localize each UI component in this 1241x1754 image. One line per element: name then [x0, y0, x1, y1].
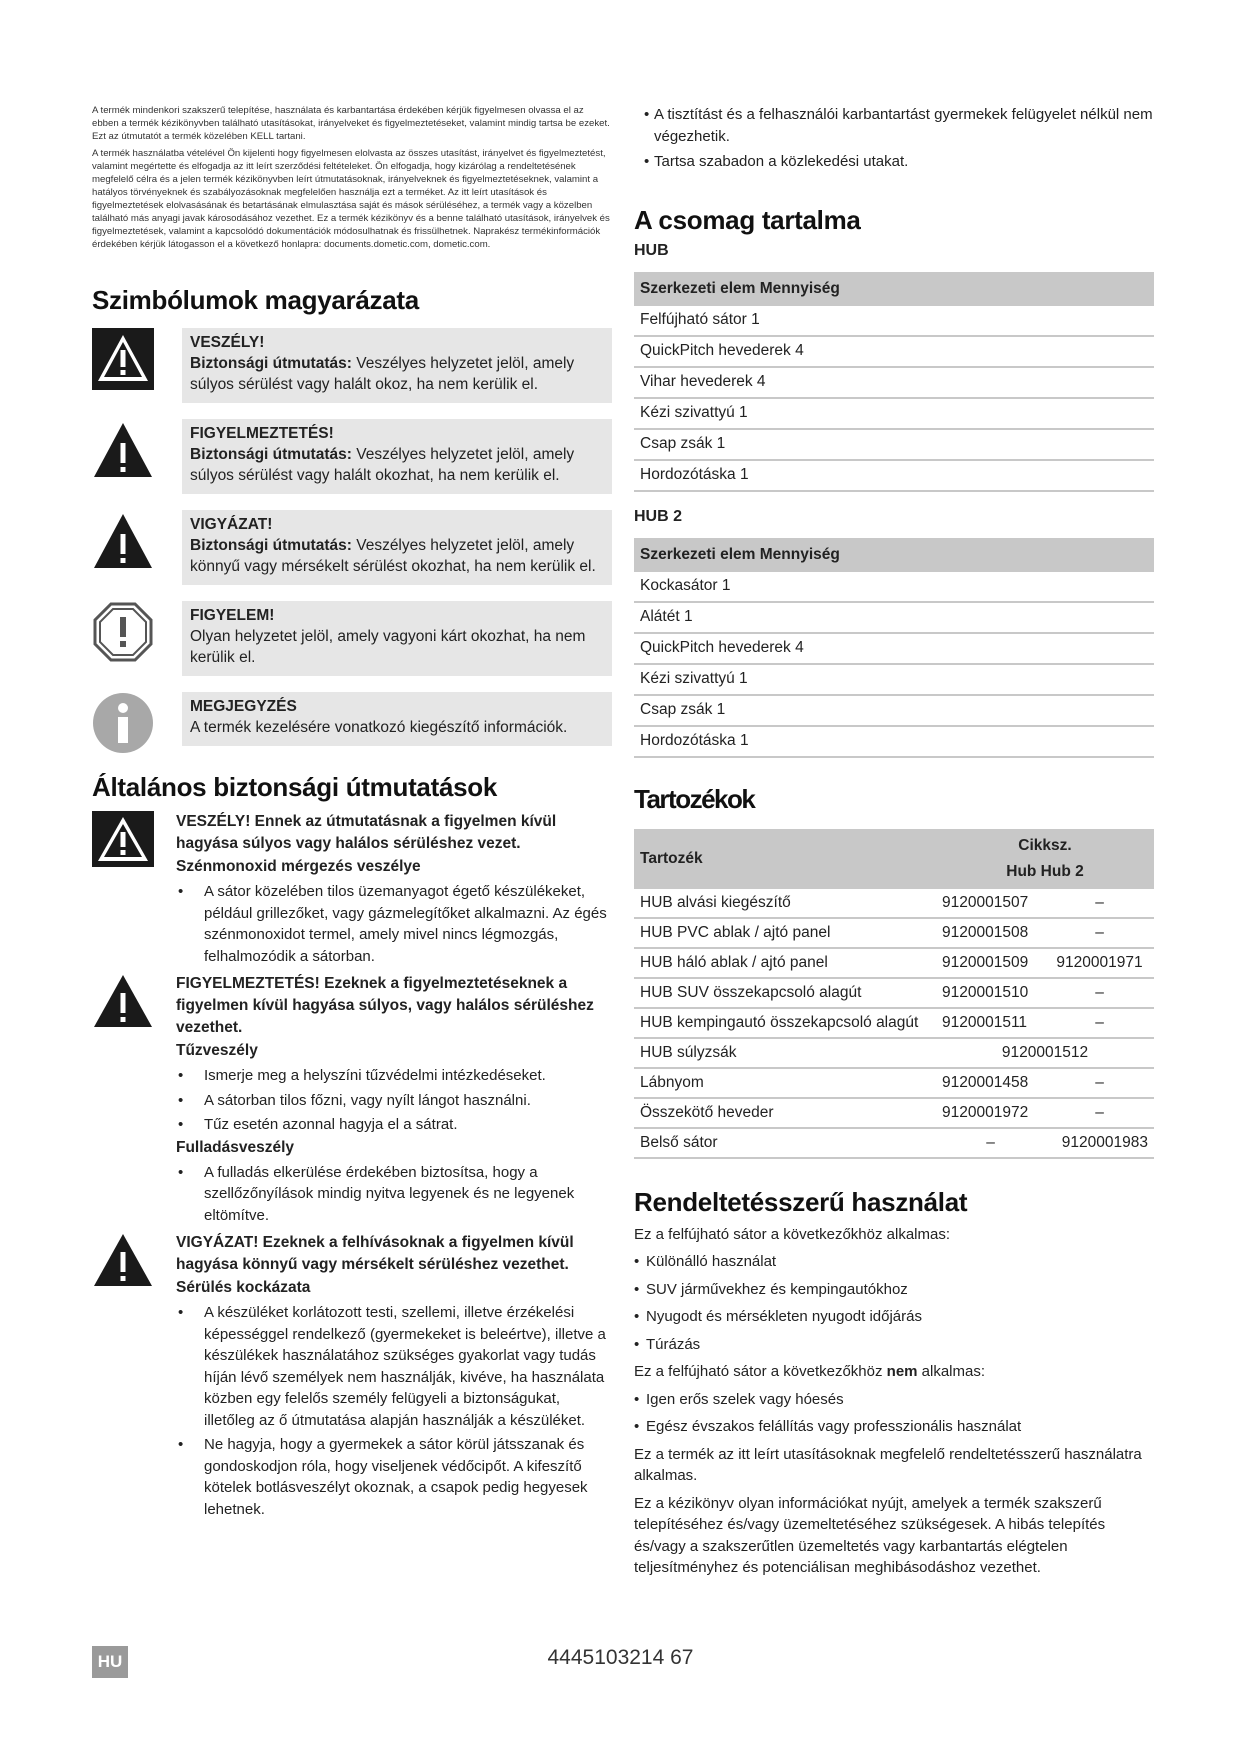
table-row: [634, 889, 1154, 918]
table-cell: Csap zsák 1: [634, 429, 1154, 460]
safety-caution: [92, 1232, 612, 1520]
table-row: [634, 948, 1154, 978]
table-cell: HUB kempingautó összekapcsoló alagút: [634, 1008, 936, 1038]
table-cell: Csap zsák 1: [634, 695, 1154, 726]
table-cell: Hordozótáska 1: [634, 460, 1154, 491]
table-cell: 9120001511: [936, 1008, 1045, 1038]
table-row: [634, 633, 1154, 664]
caution-heading: VIGYÁZAT! Ezeknek a felhívásoknak a figyelmen kívül hagyása könnyű vagy mérsékelt sérüléshez vezethet.: [176, 1234, 574, 1273]
symbol-note: [92, 692, 612, 756]
list-item: • Túrázás: [634, 1334, 1154, 1356]
list-item: • Ismerje meg a helyszíni tűzvédelmi intézkedéseket.: [176, 1065, 612, 1087]
hub-contents-table: [634, 272, 1154, 492]
table-header: Szerkezeti elem Mennyiség: [634, 538, 1154, 572]
symbol-notice: [92, 601, 612, 676]
accessories-table: [634, 829, 1154, 1159]
table-row: [634, 664, 1154, 695]
table-cell: 9120001512: [936, 1038, 1154, 1068]
safety-heading: Általános biztonsági útmutatások: [92, 772, 498, 802]
list-item: • Egész évszakos felállítás vagy professzionális használat: [634, 1416, 1154, 1438]
symbol-label: Biztonsági útmutatás:: [190, 537, 352, 554]
table-row: [634, 978, 1154, 1008]
intro-text: [92, 104, 612, 251]
usage-intro-part: Ez a felfújható sátor a következőkhöz: [634, 1363, 887, 1380]
list-item: • Tartsa szabadon a közlekedési utakat.: [634, 151, 1154, 173]
list-item: • Nyugodt és mérsékleten nyugodt időjárás: [634, 1306, 1154, 1328]
table-header: Tartozék: [634, 829, 936, 889]
table-cell: Hordozótáska 1: [634, 726, 1154, 757]
list-item: • Ne hagyja, hogy a gyermekek a sátor körül játsszanak és gondoskodjon róla, hogy viseljenek védőcipőt. A kifeszítő kötelek botlásveszélyt okoznak, a csapok pedig hegyesek lehetnek.: [176, 1434, 612, 1520]
table-cell: 9120001458: [936, 1068, 1045, 1098]
symbol-text: Veszélyes helyzetet jelöl, amely súlyos sérülést vagy halált okoz, ha nem kerülik el.: [190, 355, 575, 393]
symbol-title: FIGYELMEZTETÉS!: [190, 425, 334, 442]
caution-triangle-icon: [92, 1232, 154, 1288]
intro-paragraph: A termék mindenkori szakszerű telepítése, használata és karbantartása érdekében kérjük figyelmesen olvassa el az ebben a termék kézikönyvben található utasításokat, irányelveket és figyelmeztetéseket, valamint mindig tartsa be ezeket. Ezt az útmutatót a termék közelében KELL tartani.: [92, 105, 610, 142]
table-cell: HUB alvási kiegészítő: [634, 889, 936, 918]
table-row: [634, 602, 1154, 633]
table-cell: Kézi szivattyú 1: [634, 664, 1154, 695]
table-cell: –: [1045, 1098, 1154, 1128]
table-header: Hub Hub 2: [936, 859, 1154, 889]
table-row: [634, 1068, 1154, 1098]
table-cell: Vihar hevederek 4: [634, 367, 1154, 398]
accessories-heading: Tartozékok: [634, 783, 755, 814]
table-cell: Belső sátor: [634, 1128, 936, 1158]
table-cell: QuickPitch hevederek 4: [634, 336, 1154, 367]
intro-paragraph: A termék használatba vételével Ön kijelenti hogy figyelmesen elolvasta az összes utasítást, irányelvet és figyelmeztetést, valamint megértette és elfogadja az itt leírt szerződési feltételeket. Ön elfogadja, hogy kizárólag a rendeltetésének megfelelő célra és a jelen termék kézikönyvben leírt útmutatásoknak, irányelveknek és figyelmeztetéseknek, valamint a hatályos törvényeknek és szabályozásoknak megfelelően használja ezt a terméket. Az itt leírt utasítások és figyelmeztetések elolvasásának és betartásának elmulasztása saját és mások sérüléséhez, a termék vagy a közelben található más anyagi javak károsodásához vezethet. Ez a termék kézikönyv és a benne található utasítások, irányelvek és figyelmeztetések, valamint a kapcsolódó dokumentációk módosulhatnak és frissülhetnek. Naprakész termékinformációk érdekében kérjük látogasson el a következő honlapra: documents.dometic.com, dometic.com.: [92, 148, 610, 250]
table-cell: Lábnyom: [634, 1068, 936, 1098]
warning-triangle-icon: [92, 419, 154, 481]
table-row: [634, 398, 1154, 429]
warning-heading: FIGYELMEZTETÉS! Ezeknek a figyelmeztetéseknek a figyelmen kívül hagyása súlyos, vagy halálos sérüléshez vezethet.: [176, 975, 594, 1036]
symbol-title: FIGYELEM!: [190, 607, 275, 624]
symbol-title: VIGYÁZAT!: [190, 516, 273, 533]
usage-intro: Ez a felfújható sátor a következőkhöz alkalmas:: [634, 1225, 950, 1243]
symbol-title: MEGJEGYZÉS: [190, 698, 297, 715]
table-cell: Felfújható sátor 1: [634, 306, 1154, 336]
list-item: • A sátor közelében tilos üzemanyagot égető készülékeket, például grillezőket, vagy gázmelegítőket alkalmazni. Az égés szénmonoxidot termel, amely mivel nincs légmozgás, felhalmozódik a sátorban.: [176, 881, 612, 967]
table-row: [634, 460, 1154, 491]
table-cell: Kockasátor 1: [634, 572, 1154, 602]
table-cell: 9120001507: [936, 889, 1045, 918]
table-cell: Alátét 1: [634, 602, 1154, 633]
safety-danger: [92, 811, 612, 967]
list-item: • A sátorban tilos főzni, vagy nyílt lángot használni.: [176, 1090, 612, 1112]
list-item: • A tisztítást és a felhasználói karbantartást gyermekek felügyelet nélkül nem végezhetik.: [634, 104, 1154, 147]
notice-octagon-icon: [92, 601, 154, 663]
table-header: Cikksz.: [936, 829, 1154, 859]
table-cell: –: [1045, 1008, 1154, 1038]
table-cell: –: [936, 1128, 1045, 1158]
table-row: [634, 695, 1154, 726]
warning-subheading: Tűzveszély: [176, 1042, 258, 1059]
symbol-text: Veszélyes helyzetet jelöl, amely súlyos sérülést vagy halált okozhat, ha nem kerülik el.: [190, 446, 575, 484]
symbol-caution: [92, 510, 612, 585]
table-cell: Kézi szivattyú 1: [634, 398, 1154, 429]
list-item: • Tűz esetén azonnal hagyja el a sátrat.: [176, 1114, 612, 1136]
usage-paragraph: Ez a kézikönyv olyan információkat nyújt, amelyek a termék szakszerű telepítéséhez és/vagy üzemeltetéséhez szükségesek. A hibás telepítés és/vagy a szakszerűtlen üzemeltetés vagy karbantartás elégtelen teljesítményhez és potenciálisan meghibásodáshoz vezethet.: [634, 1494, 1106, 1576]
table-row: [634, 918, 1154, 948]
table-header: Szerkezeti elem Mennyiség: [634, 272, 1154, 306]
table-row: [634, 1098, 1154, 1128]
usage-heading: Rendeltetésszerű használat: [634, 1186, 968, 1217]
table-cell: HUB háló ablak / ajtó panel: [634, 948, 936, 978]
usage-intro-emphasis: nem: [886, 1363, 918, 1380]
danger-heading: VESZÉLY! Ennek az útmutatásnak a figyelmen kívül hagyása súlyos vagy halálos sérüléshez vezet.: [176, 813, 557, 852]
safety-warning: [92, 973, 612, 1226]
usage-intro-not: [634, 1361, 1154, 1383]
table-row: [634, 429, 1154, 460]
table-cell: –: [1045, 889, 1154, 918]
list-item: • A fulladás elkerülése érdekében biztosítsa, hogy a szellőzőnyílások mindig nyitva legyenek és ne legyenek eltömítve.: [176, 1162, 612, 1227]
left-column: [92, 104, 612, 1520]
symbol-warning: [92, 419, 612, 494]
symbol-title: VESZÉLY!: [190, 334, 265, 351]
table-cell: –: [1045, 1068, 1154, 1098]
table-cell: –: [1045, 978, 1154, 1008]
hub2-label: HUB 2: [634, 507, 683, 525]
table-cell: HUB PVC ablak / ajtó panel: [634, 918, 936, 948]
table-row: [634, 572, 1154, 602]
package-heading: A csomag tartalma: [634, 204, 861, 235]
table-cell: 9120001972: [936, 1098, 1045, 1128]
table-cell: HUB SUV összekapcsoló alagút: [634, 978, 936, 1008]
list-item: • Különálló használat: [634, 1251, 1154, 1273]
caution-triangle-icon: [92, 510, 154, 572]
symbol-text: Olyan helyzetet jelöl, amely vagyoni kárt okozhat, ha nem kerülik el.: [190, 628, 586, 666]
symbol-label: Biztonsági útmutatás:: [190, 355, 352, 372]
list-item: • A készüléket korlátozott testi, szellemi, illetve érzékelési képességgel rendelkező (gyermekeket is beleértve), illetve a készülékek használatához szükséges gyakorlat vagy tudás híján lévő személyek nem használják, kivéve, ha használata közben egy felelős személy felügyeli a biztonságukat, illetőleg az ő útmutatása alapján használják a készüléket.: [176, 1302, 612, 1431]
symbols-heading: Szimbólumok magyarázata: [92, 285, 419, 315]
table-cell: 9120001508: [936, 918, 1045, 948]
table-cell: QuickPitch hevederek 4: [634, 633, 1154, 664]
table-row: [634, 1128, 1154, 1158]
symbol-text: Veszélyes helyzetet jelöl, amely könnyű vagy mérsékelt sérülést okozhat, ha nem kerülik el.: [190, 537, 596, 575]
table-row: [634, 1008, 1154, 1038]
usage-paragraph: Ez a termék az itt leírt utasításoknak megfelelő rendeltetésszerű használatra alkalmas.: [634, 1445, 1142, 1484]
symbol-text: A termék kezelésére vonatkozó kiegészítő információk.: [190, 719, 568, 736]
list-item: • Igen erős szelek vagy hóesés: [634, 1389, 1154, 1411]
page-number: 4445103214 67: [547, 1646, 694, 1669]
table-cell: HUB súlyzsák: [634, 1038, 936, 1068]
usage-intro-part: alkalmas:: [917, 1363, 986, 1380]
table-row: [634, 336, 1154, 367]
list-item: • SUV járművekhez és kempingautókhoz: [634, 1279, 1154, 1301]
caution-subheading: Sérülés kockázata: [176, 1279, 311, 1296]
table-cell: 9120001971: [1045, 948, 1154, 978]
warning-triangle-icon: [92, 973, 154, 1029]
table-cell: 9120001510: [936, 978, 1045, 1008]
hub2-contents-table: [634, 538, 1154, 758]
danger-sign-icon: [92, 811, 154, 867]
table-row: [634, 1038, 1154, 1068]
table-row: [634, 726, 1154, 757]
danger-subheading: Szénmonoxid mérgezés veszélye: [176, 858, 421, 875]
table-cell: 9120001983: [1045, 1128, 1154, 1158]
table-cell: –: [1045, 918, 1154, 948]
language-badge: HU: [92, 1646, 128, 1678]
info-icon: [92, 692, 154, 754]
right-column: [634, 104, 1154, 1585]
table-row: [634, 306, 1154, 336]
warning-subheading: Fulladásveszély: [176, 1138, 295, 1156]
symbol-label: Biztonsági útmutatás:: [190, 446, 352, 463]
danger-sign-icon: [92, 328, 154, 390]
hub-label: HUB: [634, 241, 669, 259]
table-row: [634, 367, 1154, 398]
table-cell: Összekötő heveder: [634, 1098, 936, 1128]
symbol-danger: [92, 328, 612, 403]
table-cell: 9120001509: [936, 948, 1045, 978]
